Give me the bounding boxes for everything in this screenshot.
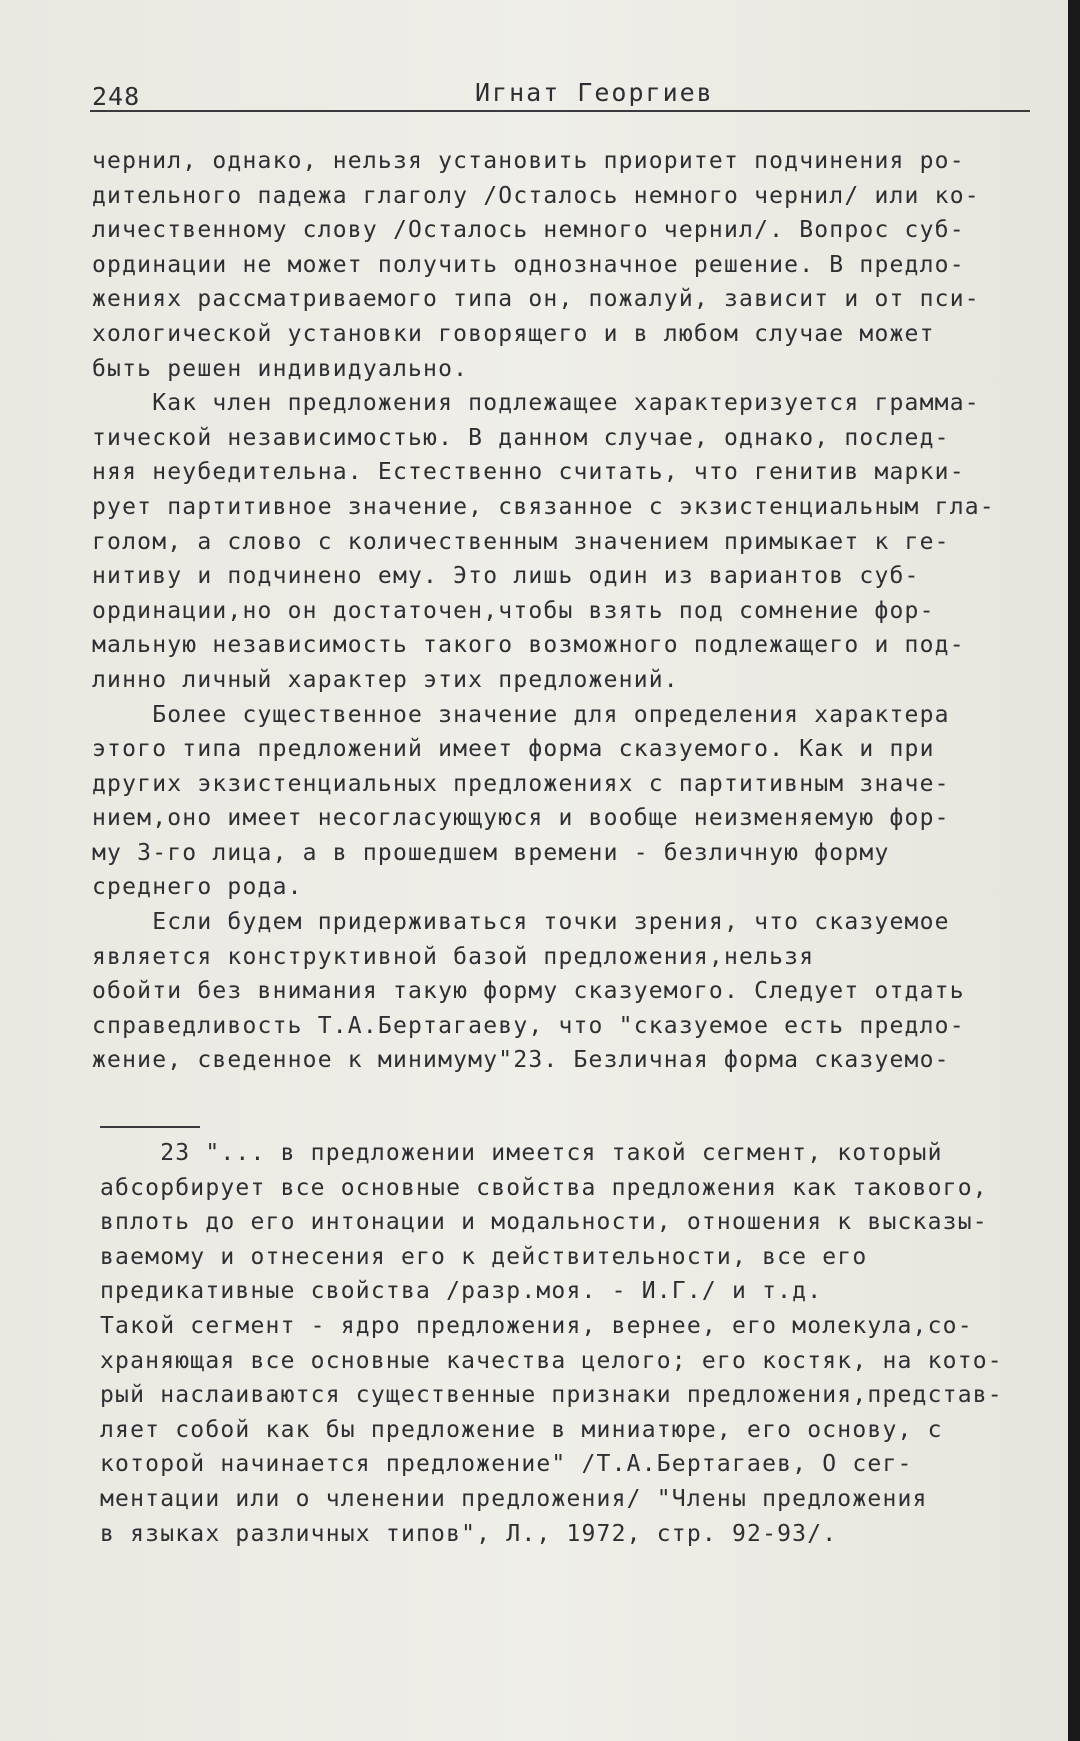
body-text [92,144,1052,1078]
body-line: справедливость Т.А.Бертагаеву, что "сказуемое есть предло- [92,1012,965,1039]
body-line: голом, а слово с количественным значением примыкает к ге- [92,528,950,555]
body-line: хологической установки говорящего и в любом случае может [92,320,935,347]
footnote-line: вплоть до его интонации и модальности, отношения к высказы- [100,1209,988,1236]
footnote-line: которой начинается предложение" /Т.А.Бертагаев, О сег- [100,1451,913,1478]
body-line: этого типа предложений имеет форма сказуемого. Как и при [92,736,935,763]
footnote-line: абсорбирует все основные свойства предложения как такового, [100,1174,988,1201]
body-line: жениях рассматриваемого типа он, пожалуй, зависит и от пси- [92,286,980,313]
body-line: обойти без внимания такую форму сказуемого. Следует отдать [92,978,965,1005]
body-line: чернил, однако, нельзя установить приоритет подчинения ро- [92,148,965,174]
body-line: других экзистенциальных предложениях с партитивным значе- [92,770,950,797]
body-line: нитиву и подчинено ему. Это лишь один из вариантов суб- [92,563,920,590]
footnote-line: предикативные свойства /разр.моя. - И.Г./ и т.д. [100,1278,823,1305]
footnote-line: 23 "... в предложении имеется такой сегмент, который [100,1140,943,1166]
body-line: ординации,но он достаточен,чтобы взять под сомнение фор- [92,597,935,624]
body-line: среднего рода. [92,874,303,901]
body-line: нием,оно имеет несогласующуюся и вообще неизменяемую фор- [92,805,950,832]
running-head: Игнат Георгиев [475,78,714,107]
body-line: Как член предложения подлежащее характеризуется грамма- [92,390,980,417]
footnote-separator [100,1126,200,1128]
page-header [90,76,1030,112]
body-line: личественному слову /Осталось немного чернил/. Вопрос суб- [92,217,965,244]
page-number: 248 [92,82,141,111]
body-line: мальную независимость такого возможного подлежащего и под- [92,632,965,659]
footnote-line: ментации или о членении предложения/ "Члены предложения [100,1485,928,1512]
body-line: му 3-го лица, а в прошедшем времени - безличную форму [92,839,890,866]
body-line: быть решен индивидуально. [92,355,469,382]
body-line: линно личный характер этих предложений. [92,666,679,693]
body-line: Более существенное значение для определения характера [92,701,950,728]
body-line: Если будем придерживаться точки зрения, что сказуемое [92,909,950,936]
body-line: тической независимостью. В данном случае, однако, послед- [92,424,950,451]
footnote-text [100,1136,1060,1551]
body-line: является конструктивной базой предложения,нельзя [92,943,815,970]
page-edge-shadow [1068,0,1080,1741]
body-line: жение, сведенное к минимуму"23. Безличная форма сказуемо- [92,1047,950,1074]
body-line: няя неубедительна. Естественно считать, что генитив марки- [92,459,965,486]
footnote-line: ваемому и отнесения его к действительности, все его [100,1243,868,1270]
footnote-line: рый наслаиваются существенные признаки предложения,представ- [100,1382,1003,1409]
footnote-line: храняющая все основные качества целого; его костяк, на кото- [100,1347,1003,1374]
footnote-line: в языках различных типов", Л., 1972, стр. 92-93/. [100,1520,838,1547]
footnote-line: ляет собой как бы предложение в миниатюре, его основу, с [100,1416,943,1443]
body-line: дительного падежа глаголу /Осталось немного чернил/ или ко- [92,182,980,209]
footnote-line: Такой сегмент - ядро предложения, вернее, его молекула,со- [100,1312,973,1339]
body-line: ординации не может получить однозначное решение. В предло- [92,251,965,278]
body-line: рует партитивное значение, связанное с экзистенциальным гла- [92,493,995,520]
